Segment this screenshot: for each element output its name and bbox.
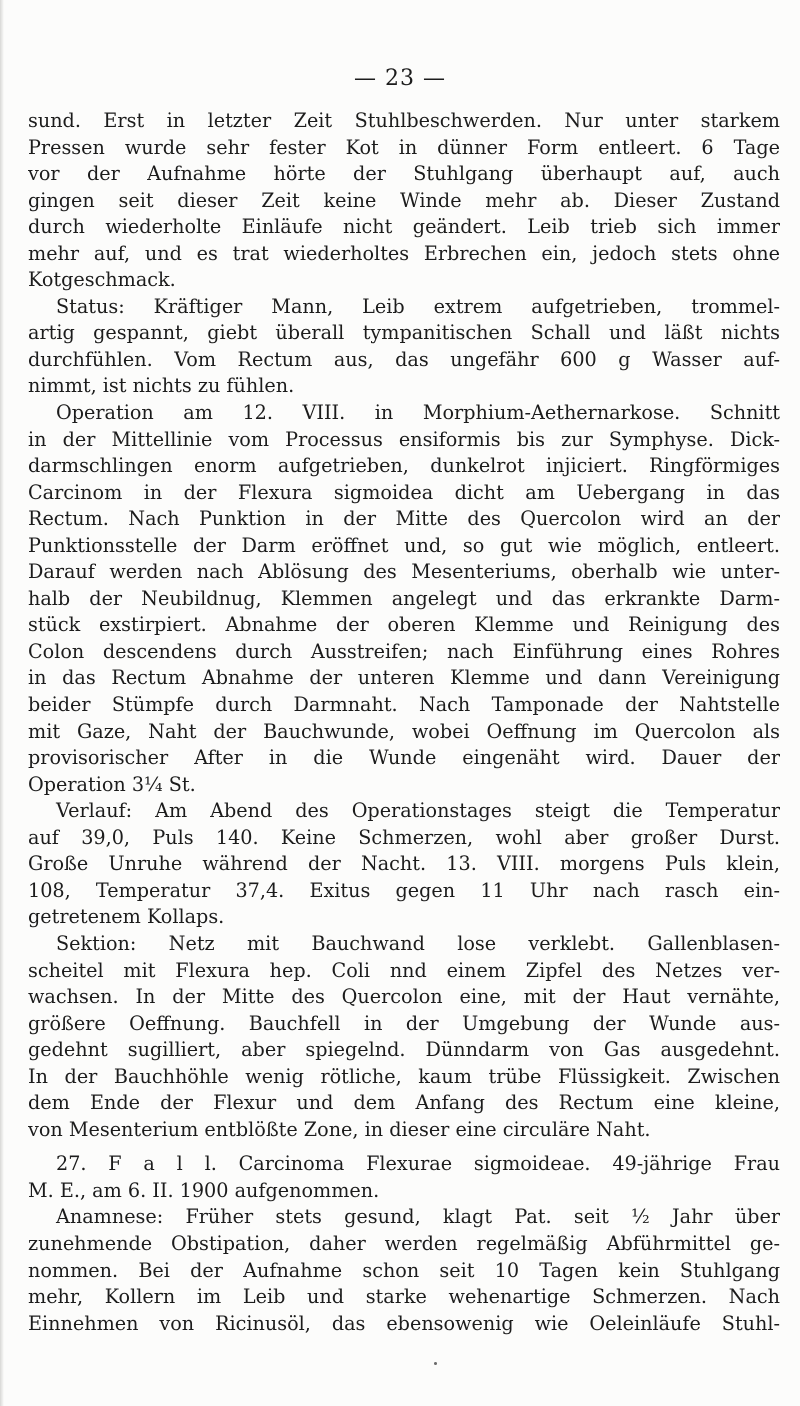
text-line: größere Oeffnung. Bauchfell in der Umgebung der Wunde aus- (28, 1011, 780, 1035)
text-line: vor der Aufnahme hörte der Stuhlgang überhaupt auf, auch (28, 162, 780, 186)
page-number: — 23 — (354, 66, 446, 91)
text-line: In der Bauchhöhle wenig rötliche, kaum trübe Flüssigkeit. Zwischen (28, 1064, 780, 1088)
scan-edge-shadow (0, 0, 4, 1406)
text-line: Sektion: Netz mit Bauchwand lose verklebt. Gallenblasen- (56, 931, 780, 955)
text-line: durch wiederholte Einläufe nicht geändert. Leib trieb sich immer (28, 215, 780, 239)
text-line: provisorischer After in die Wunde eingenäht wird. Dauer der (28, 746, 780, 770)
text-line: Punktionsstelle der Darm eröffnet und, so gut wie möglich, entleert. (28, 533, 780, 557)
text-line: artig gespannt, giebt überall tympanitischen Schall und läßt nichts (28, 321, 780, 345)
text-line: auf 39,0, Puls 140. Keine Schmerzen, wohl aber großer Durst. (28, 825, 780, 849)
text-line: sund. Erst in letzter Zeit Stuhlbeschwerden. Nur unter starkem (28, 109, 780, 132)
text-line: gingen seit dieser Zeit keine Winde mehr ab. Dieser Zustand (28, 188, 780, 212)
text-line: Anamnese: Früher stets gesund, klagt Pat. seit ½ Jahr über (56, 1205, 780, 1229)
text-line: Operation 3¼ St. (28, 772, 196, 796)
text-line: nommen. Bei der Aufnahme schon seit 10 Tagen kein Stuhlgang (28, 1258, 780, 1282)
text-line: Colon descendens durch Ausstreifen; nach Einführung eines Rohres (28, 639, 780, 663)
text-line: stück exstirpiert. Abnahme der oberen Klemme und Reinigung des (28, 613, 780, 637)
text-line: Verlauf: Am Abend des Operationstages steigt die Temperatur (56, 799, 780, 823)
text-line: halb der Neubildnug, Klemmen angelegt und das erkrankte Darm- (28, 586, 780, 610)
text-line: 27. F a l l. Carcinoma Flexurae sigmoideae. 49-jährige Frau (56, 1152, 780, 1176)
text-line: Status: Kräftiger Mann, Leib extrem aufgetrieben, trommel- (56, 294, 780, 318)
text-line: gedehnt sugilliert, aber spiegelnd. Dünndarm von Gas ausgedehnt. (28, 1038, 780, 1062)
text-line: zunehmende Obstipation, daher werden regelmäßig Abführmittel ge- (28, 1231, 780, 1255)
text-line: Pressen wurde sehr fester Kot in dünner Form entleert. 6 Tage (28, 135, 780, 159)
text-line: Rectum. Nach Punktion in der Mitte des Quercolon wird an der (28, 507, 780, 531)
text-line: getretenem Kollaps. (28, 905, 225, 929)
text-line: beider Stümpfe durch Darmnaht. Nach Tamponade der Nahtstelle (28, 693, 780, 717)
ink-speck (434, 1362, 437, 1365)
text-line: Große Unruhe während der Nacht. 13. VIII. morgens Puls klein, (28, 852, 780, 876)
body-text (28, 108, 780, 1337)
text-line: M. E., am 6. II. 1900 aufgenommen. (28, 1178, 380, 1202)
text-line: 108, Temperatur 37,4. Exitus gegen 11 Uhr nach rasch ein- (28, 878, 780, 902)
text-line: Operation am 12. VIII. in Morphium-Aethernarkose. Schnitt (56, 401, 780, 425)
text-line: Darauf werden nach Ablösung des Mesenteriums, oberhalb wie unter- (28, 560, 780, 584)
paragraph-gap (28, 1143, 780, 1151)
text-line: wachsen. In der Mitte des Quercolon eine, mit der Haut vernähte, (28, 985, 780, 1009)
text-line: in das Rectum Abnahme der unteren Klemme und dann Vereinigung (28, 666, 780, 690)
text-line: Carcinom in der Flexura sigmoidea dicht am Uebergang in das (28, 480, 780, 504)
text-line: von Mesenterium entblößte Zone, in dieser eine circuläre Naht. (28, 1117, 651, 1141)
text-line: scheitel mit Flexura hep. Coli nnd einem Zipfel des Netzes ver- (28, 958, 780, 982)
text-line: dem Ende der Flexur und dem Anfang des Rectum eine kleine, (28, 1091, 780, 1115)
text-line: Einnehmen von Ricinusöl, das ebensowenig wie Oeleinläufe Stuhl- (28, 1311, 780, 1335)
text-line: in der Mittellinie vom Processus ensiformis bis zur Symphyse. Dick- (28, 427, 780, 451)
text-line: durchfühlen. Vom Rectum aus, das ungefähr 600 g Wasser auf- (28, 347, 780, 371)
text-line: mehr auf, und es trat wiederholtes Erbrechen ein, jedoch stets ohne (28, 241, 780, 265)
text-line: mit Gaze, Naht der Bauchwunde, wobei Oeffnung im Quercolon als (28, 719, 780, 743)
text-line: darmschlingen enorm aufgetrieben, dunkelrot injiciert. Ringförmiges (28, 454, 780, 478)
text-line: mehr, Kollern im Leib und starke wehenartige Schmerzen. Nach (28, 1285, 780, 1309)
text-line: nimmt, ist nichts zu fühlen. (28, 374, 295, 398)
text-line: Kotgeschmack. (28, 268, 176, 292)
